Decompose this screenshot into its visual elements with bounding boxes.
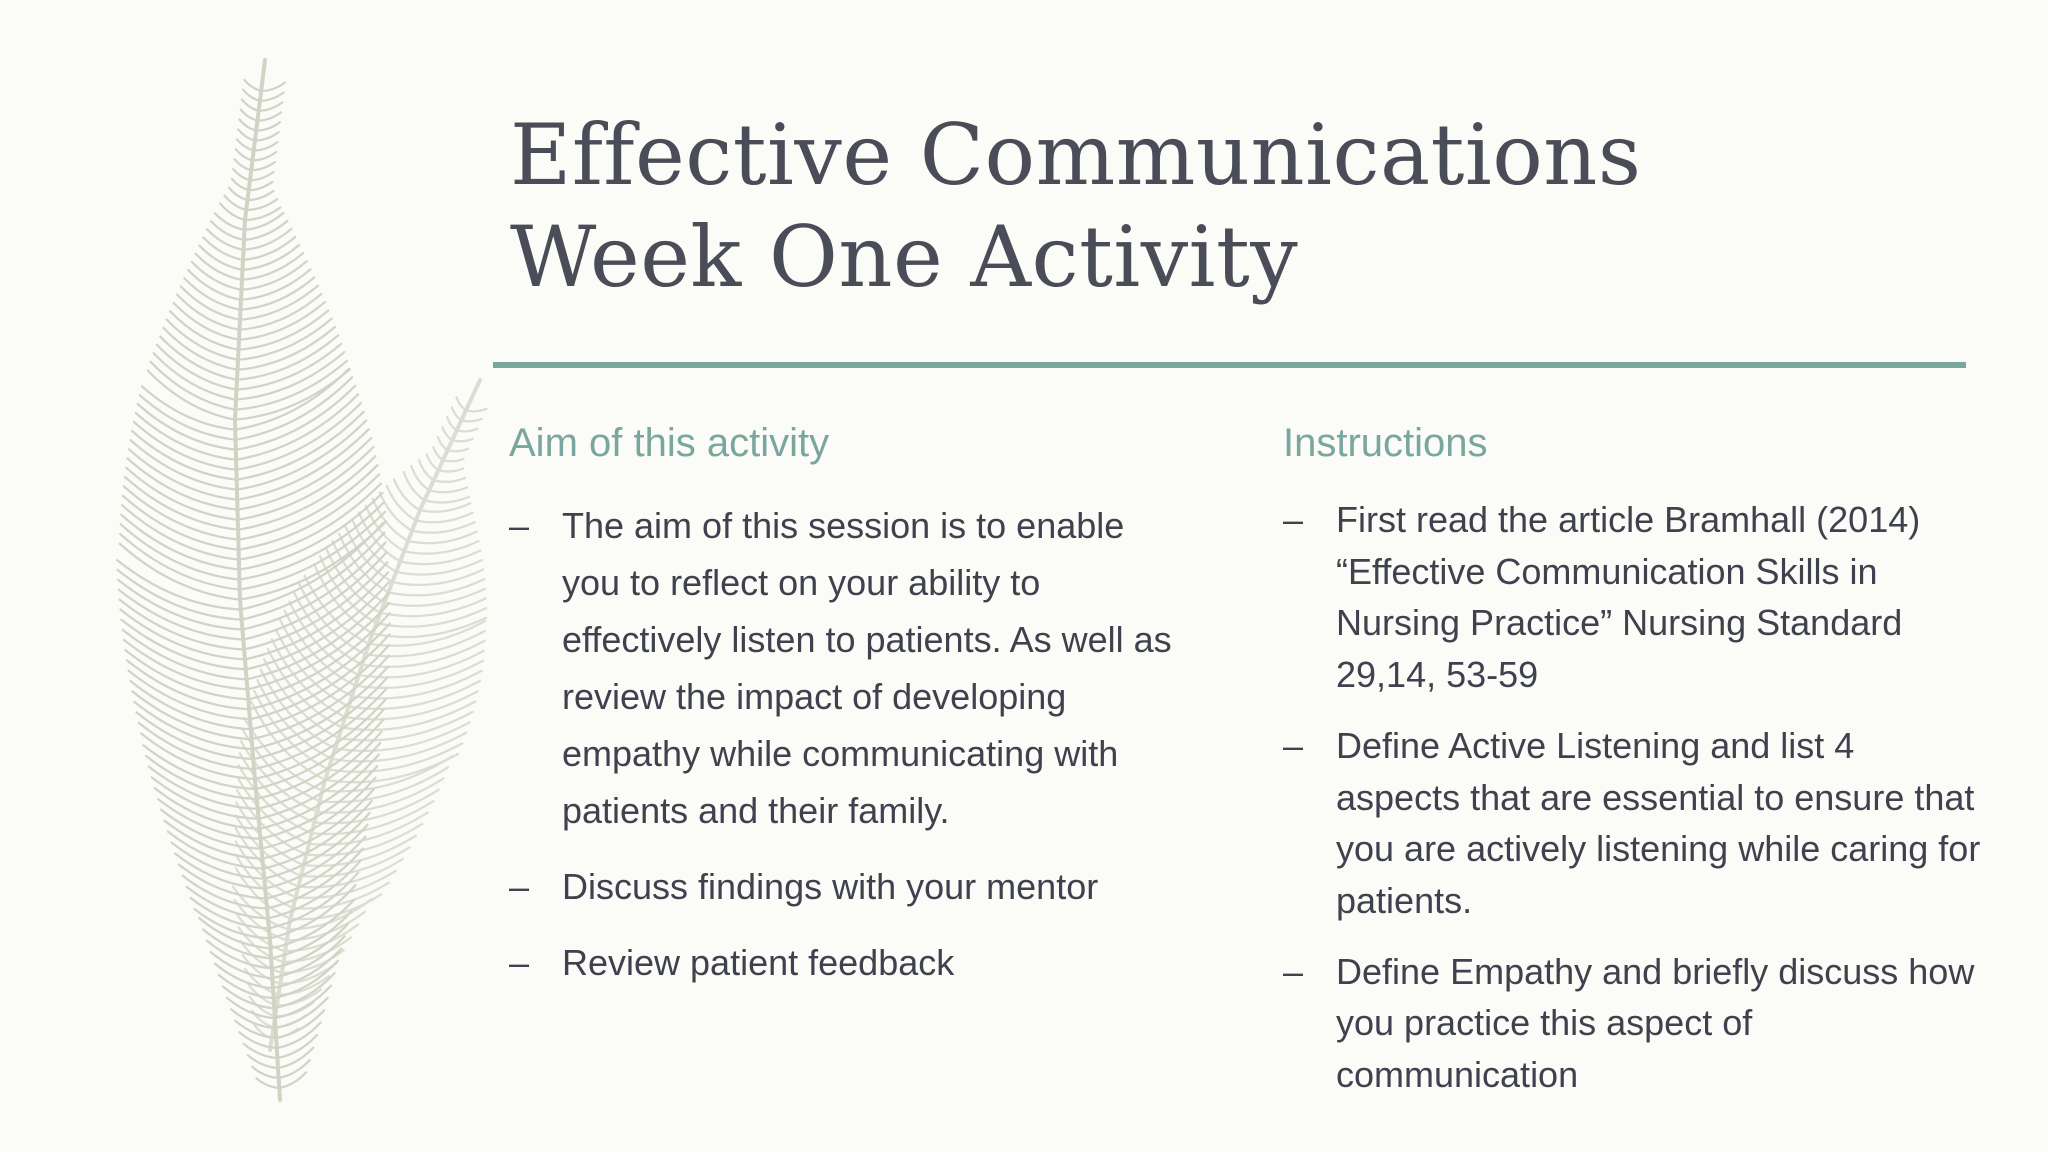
list-item: [1283, 720, 1983, 927]
bullet-dash: –: [509, 866, 530, 907]
instructions-heading: Instructions: [1283, 421, 1488, 465]
slide-title: [510, 104, 1910, 308]
list-item: [1283, 946, 1983, 1101]
list-item: [1283, 494, 1983, 701]
aim-column: [509, 415, 1189, 1010]
list-item-text: First read the article Bramhall (2014) “Effective Communication Skills in Nursing Practice” Nursing Standard 29,14, 53-59: [1336, 499, 1921, 696]
list-item: [509, 934, 1189, 991]
list-item-text: Review patient feedback: [562, 942, 955, 983]
aim-heading: Aim of this activity: [509, 421, 830, 465]
bullet-dash: –: [1283, 724, 1304, 766]
bullet-dash: –: [1283, 950, 1304, 992]
title-divider: [493, 362, 1966, 368]
title-line-1: Effective Communications: [510, 106, 1642, 204]
list-item-text: Discuss findings with your mentor: [562, 866, 1099, 907]
list-item-text: The aim of this session is to enable you to reflect on your ability to effectively listen to patients. As well as review the impact of developing empathy while communicating with patients and their family.: [562, 505, 1172, 831]
list-item-text: Define Active Listening and list 4 aspects that are essential to ensure that you are actively listening while caring for patients.: [1336, 724, 1981, 921]
title-line-2: Week One Activity: [510, 208, 1299, 306]
bullet-dash: –: [509, 942, 530, 983]
list-item: [509, 497, 1189, 839]
bullet-dash: –: [509, 505, 530, 546]
list-item: [509, 858, 1189, 915]
instructions-column: [1283, 415, 1983, 1120]
bullet-dash: –: [1283, 499, 1304, 540]
list-item-text: Define Empathy and briefly discuss how you practice this aspect of communication: [1336, 950, 1975, 1096]
aim-list: [509, 497, 1189, 991]
instructions-list: [1283, 494, 1983, 1101]
